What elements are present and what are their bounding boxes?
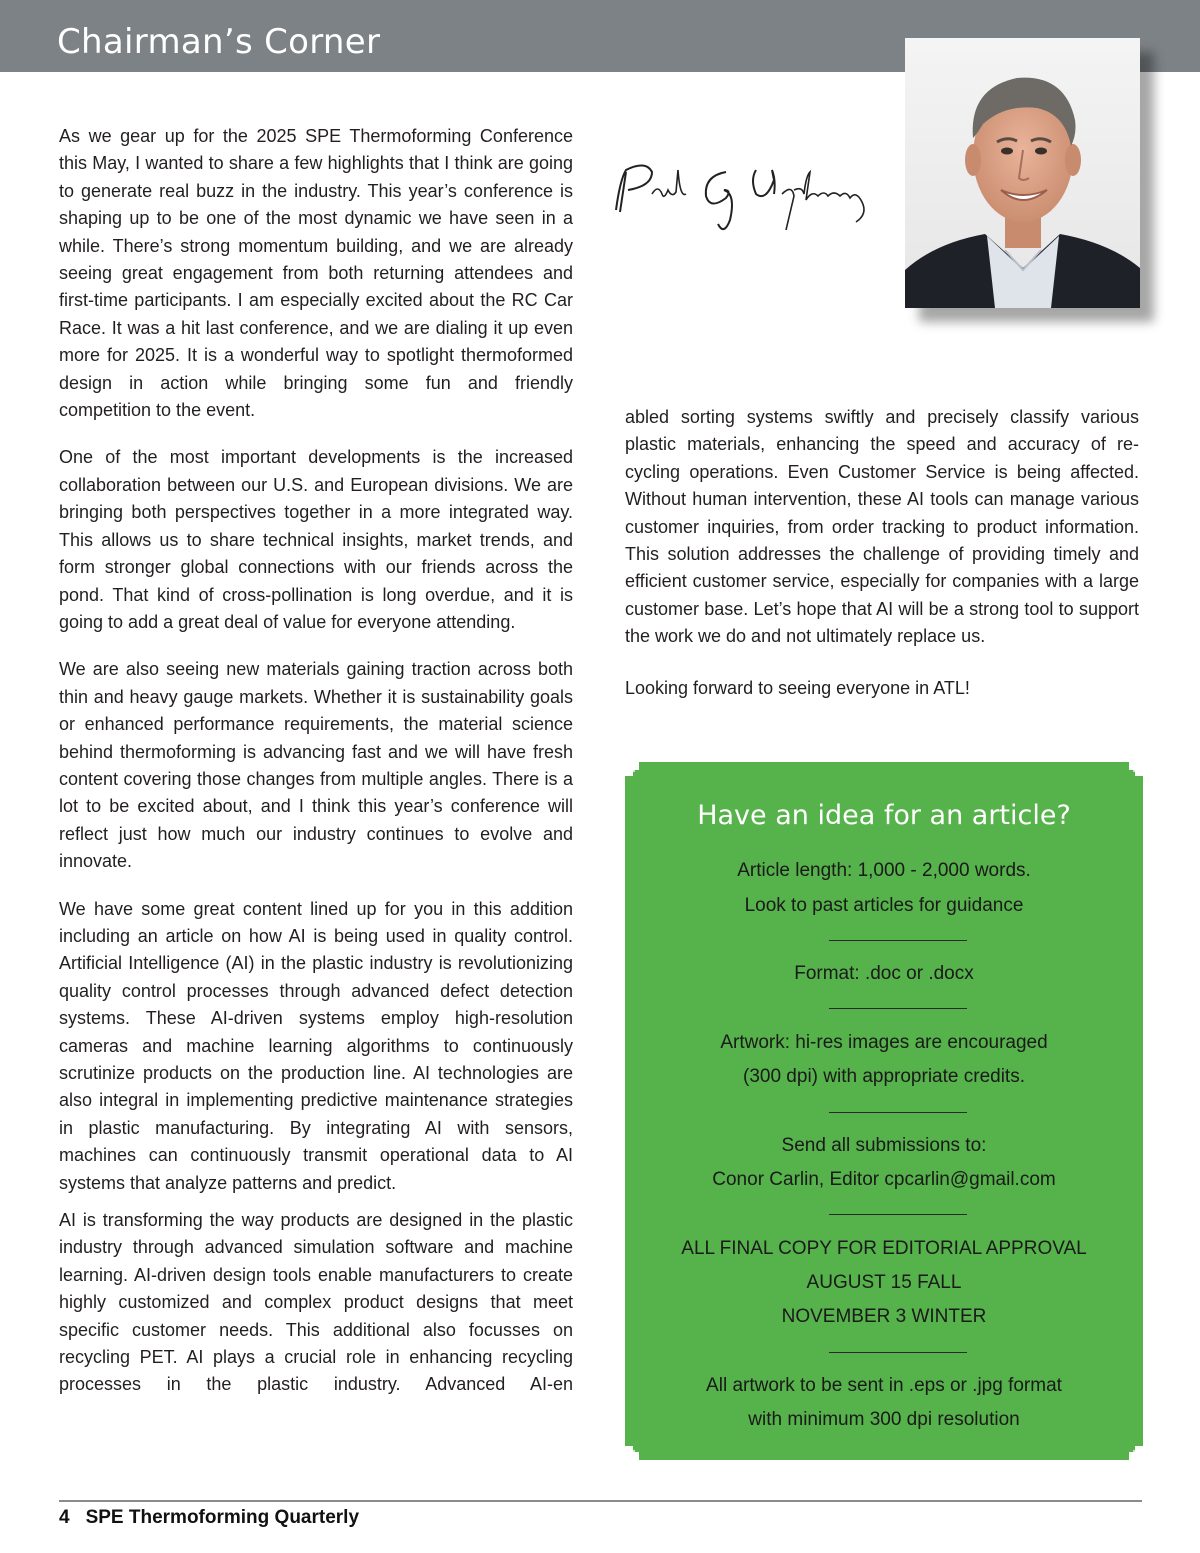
paragraph: One of the most important developments is the increased collaboration between our U.S. and European divisions. We are bringing both perspectives together in a more integrated way. This allows us to share technical insights, market trends, and form stronger global connections with our friends across the pond. That kind of cross-pollination is long overdue, and it is going to add a great deal of value for everyone attending. [59,447,573,632]
page-title: Chairman’s Corner [57,22,381,62]
publication-name: SPE Thermoforming Quarterly [85,1507,360,1528]
footer-rule [59,1500,1142,1502]
article-submission-callout [625,762,1143,1460]
paragraph: abled sorting systems swiftly and precisely classify various plastic materials, enhancing the speed and accuracy of recycling operations. Even Customer Service is being affected. Without human intervention, these AI tools can manage various customer inquiries, from order tracking to product information. This solution addresses the challenge of providing timely and efficient customer service, especially for companies with a large customer base. Let’s hope that AI will be a strong tool to support the work we do and not ultimately replace us. [625,407,1139,647]
chairman-signature [606,150,891,240]
chairman-portrait [905,38,1140,308]
portrait-illustration [905,38,1140,308]
callout-divider [829,1112,967,1113]
callout-format-note-2: with minimum 300 dpi resolution [748,1409,1020,1430]
callout-artwork-2: (300 dpi) with appropriate credits. [743,1066,1025,1087]
callout-divider [829,1352,967,1353]
paragraph: Looking forward to seeing everyone in ATL! [625,677,970,698]
paragraph: We have some great content lined up for you in this addition including an article on how AI is being used in quality control. Artificial Intelligence (AI) in the plastic industry is revolutionizing quality control processes through advanced defect detection systems. These AI-driven systems employ high-resolution cameras and machine learning algorithms to continuously scrutinize products on the production line. AI technologies are also integral in implementing predictive maintenance strategies in plastic manufacturing. By integrating AI with sensors, machines can continuously transmit operational data to AI systems that analyze patterns and predict. [59,898,573,1193]
left-column [59,123,573,1419]
callout-deadline-3: NOVEMBER 3 WINTER [781,1306,987,1327]
callout-send-1: Send all submissions to: [781,1135,987,1156]
callout-deadline-1: ALL FINAL COPY FOR EDITORIAL APPROVAL [681,1238,1087,1259]
paragraph: As we gear up for the 2025 SPE Thermoforming Conference this May, I wanted to share a few highlights that I think are going to generate real buzz in the industry. This year’s conference is shaping up to be one of the most dynamic we have seen in a while. There’s strong momentum building, and we are already seeing great engagement from both returning attendees and first-time participants. I am especially excited about the RC Car Race. It was a hit last conference, and we are dialing it up even more for 2025. It is a wonderful way to spotlight thermoformed design in action while bringing some fun and friendly competition to the event. [59,126,573,421]
callout-send-2: Conor Carlin, Editor cpcarlin@gmail.com [712,1169,1056,1190]
callout-divider [829,1008,967,1009]
callout-divider [829,1214,967,1215]
footer [59,1506,375,1530]
callout-format-note-1: All artwork to be sent in .eps or .jpg format [706,1375,1062,1396]
callout-format: Format: .doc or .docx [794,963,974,984]
paragraph: We are also seeing new materials gaining traction across both thin and heavy gauge markets. Whether it is sustainability goals or enhanced performance requirements, the material science behind thermoforming is advancing fast and we will have fresh content covering those changes from multiple angles. There is a lot to be excited about, and I think this year’s conference will reflect just how much our industry continues to evolve and innovate. [59,659,573,872]
callout-title: Have an idea for an article? [697,800,1071,831]
callout-artwork-1: Artwork: hi-res images are encouraged [720,1032,1048,1053]
callout-guidance: Look to past articles for guidance [744,895,1024,916]
paragraph: AI is transforming the way products are designed in the plastic industry through advanced simulation software and machine learning. AI-driven design tools enable manufacturers to create highly customized and complex product designs that meet specific customer needs. This additional also focusses on recycling PET. AI plays a crucial role in enhancing recycling processes in the plastic industry. Advanced AI-en [59,1210,573,1395]
right-column [625,404,1139,722]
callout-divider [829,940,967,941]
page-number: 4 [59,1507,70,1528]
callout-deadline-2: AUGUST 15 FALL [806,1272,962,1293]
callout-length: Article length: 1,000 - 2,000 words. [737,860,1031,881]
